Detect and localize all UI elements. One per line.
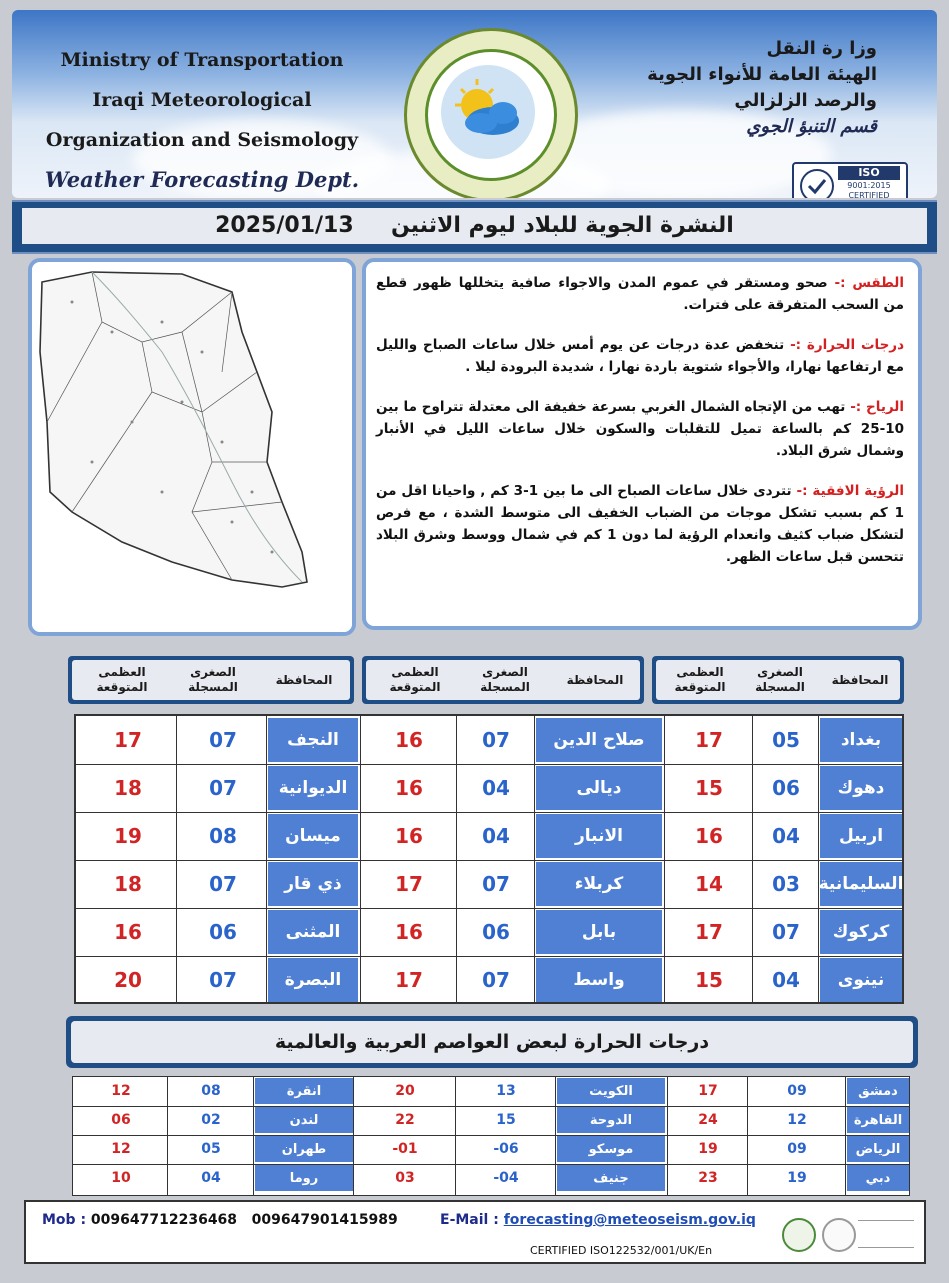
- capital-max-temp-cell: 23: [698, 1170, 718, 1186]
- province-name-cell: نينوى: [820, 958, 902, 1002]
- organization-en-1: Iraqi Meteorological: [92, 89, 312, 111]
- max-temp-cell: 16: [395, 776, 423, 800]
- department-ar: قسم التنبؤ الجوي: [746, 116, 877, 137]
- organization-ar-1: الهيئة العامة للأنواء الجوية: [647, 64, 877, 85]
- col-min: الصغرى المسجلة: [755, 665, 805, 694]
- table-gridline: [555, 1077, 556, 1195]
- column-header-group: [652, 656, 904, 704]
- temperature-text: تنخفض عدة درجات عن يوم أمس خلال ساعات الصباح والليل مع ارتفاعها نهارا، والأجواء شتوية باردة نهارا ، شديدة البرودة ليلا .: [376, 337, 904, 375]
- min-temp-cell: 06: [482, 920, 510, 944]
- province-temperature-table: [74, 714, 904, 1004]
- email-label: E-Mail :: [440, 1212, 499, 1228]
- min-temp-cell: 08: [209, 824, 237, 848]
- min-temp-cell: 07: [209, 728, 237, 752]
- wind-label: الرياح :-: [850, 399, 904, 415]
- province-name-cell: الديوانية: [268, 766, 358, 810]
- max-temp-cell: 19: [114, 824, 142, 848]
- temperature-paragraph: [376, 334, 904, 378]
- col-max: العظمى المتوقعة: [674, 665, 726, 694]
- capital-min-temp-cell: 19: [787, 1170, 807, 1186]
- province-name-cell: دهوك: [820, 766, 902, 810]
- capital-max-temp-cell: -01: [392, 1141, 418, 1157]
- capital-name-cell: دبي: [847, 1165, 909, 1191]
- header-banner: [12, 10, 937, 198]
- col-province: المحافظة: [566, 672, 624, 687]
- col-max: العظمى المتوقعة: [96, 665, 148, 694]
- table-gridline: [76, 956, 902, 957]
- max-temp-cell: 16: [395, 728, 423, 752]
- capital-name-cell: القاهرة: [847, 1107, 909, 1133]
- min-temp-cell: 07: [209, 776, 237, 800]
- mobile-numbers: 009647712236468 009647901415989: [90, 1212, 398, 1228]
- table-gridline: [253, 1077, 254, 1195]
- wind-text: تهب من الإتجاه الشمال الغربي بسرعة خفيفة الى معتدلة تتراوح ما بين 10-25 كم بالساعة تميل للتقلبات والسكون خلال ساعات الليل في الأنبار وشمال شرق البلاد.: [376, 399, 904, 459]
- organization-logo: [404, 28, 578, 198]
- min-temp-cell: 04: [772, 824, 800, 848]
- ministry-en: Ministry of Transportation: [60, 49, 344, 71]
- min-temp-cell: 07: [482, 968, 510, 992]
- min-temp-cell: 04: [482, 776, 510, 800]
- capital-max-temp-cell: 19: [698, 1141, 718, 1157]
- visibility-text: تتردى خلال ساعات الصباح الى ما بين 1-3 كم , واحيانا اقل من 1 كم بسبب تشكل موجات من الضباب الخفيف الى متوسط الشدة ، مع فرص لتشكل ضباب كثيف وانعدام الرؤية لما دون 1 كم في شمال ووسط وشرق البلاد تتحسن قبل ساعات الظهر.: [376, 483, 905, 565]
- max-temp-cell: 17: [395, 968, 423, 992]
- email-link[interactable]: forecasting@meteoseism.gov.iq: [503, 1212, 756, 1228]
- capital-min-temp-cell: 02: [201, 1112, 221, 1128]
- capital-min-temp-cell: 09: [787, 1083, 807, 1099]
- capital-name-cell: موسكو: [557, 1136, 665, 1162]
- max-temp-cell: 18: [114, 776, 142, 800]
- iraq-map-drawing: [32, 262, 352, 632]
- province-name-cell: النجف: [268, 718, 358, 762]
- certification-logo: [858, 1220, 914, 1248]
- table-gridline: [456, 716, 457, 1002]
- min-temp-cell: 07: [482, 728, 510, 752]
- max-temp-cell: 16: [395, 824, 423, 848]
- province-name-cell: بغداد: [820, 718, 902, 762]
- capital-max-temp-cell: 06: [111, 1112, 131, 1128]
- table-gridline: [266, 716, 267, 1002]
- table-gridline: [818, 716, 819, 1002]
- max-temp-cell: 17: [695, 728, 723, 752]
- capitals-temperature-table: [72, 1076, 910, 1196]
- province-name-cell: ديالى: [536, 766, 662, 810]
- capital-max-temp-cell: 10: [111, 1170, 131, 1186]
- seal-icon: [782, 1218, 816, 1252]
- capital-min-temp-cell: 15: [496, 1112, 516, 1128]
- capital-max-temp-cell: 03: [395, 1170, 415, 1186]
- capital-name-cell: جنيف: [557, 1165, 665, 1191]
- mobile-label: Mob :: [42, 1212, 87, 1228]
- bulletin-title-bar: [12, 200, 937, 254]
- max-temp-cell: 17: [695, 920, 723, 944]
- table-gridline: [76, 908, 902, 909]
- capital-min-temp-cell: 05: [201, 1141, 221, 1157]
- table-gridline: [360, 716, 361, 1002]
- column-header-group: [68, 656, 354, 704]
- table-gridline: [176, 716, 177, 1002]
- capital-name-cell: لندن: [255, 1107, 353, 1133]
- min-temp-cell: 07: [209, 872, 237, 896]
- capital-min-temp-cell: 08: [201, 1083, 221, 1099]
- department-en: Weather Forecasting Dept.: [44, 167, 360, 192]
- iraq-map: [28, 258, 356, 636]
- forecast-text-box: [362, 258, 922, 630]
- capital-name-cell: روما: [255, 1165, 353, 1191]
- col-province: المحافظة: [831, 672, 889, 687]
- header-arabic: [577, 36, 877, 140]
- table-gridline: [73, 1164, 909, 1165]
- organization-en-2: Organization and Seismology: [45, 129, 359, 151]
- province-name-cell: صلاح الدين: [536, 718, 662, 762]
- mobile-contact: [42, 1212, 398, 1228]
- table-gridline: [353, 1077, 354, 1195]
- max-temp-cell: 14: [695, 872, 723, 896]
- col-province: المحافظة: [275, 672, 333, 687]
- table-gridline: [76, 764, 902, 765]
- footer: [24, 1200, 926, 1264]
- capital-max-temp-cell: 17: [698, 1083, 718, 1099]
- col-min: الصغرى المسجلة: [480, 665, 530, 694]
- province-name-cell: بابل: [536, 910, 662, 954]
- table-gridline: [455, 1077, 456, 1195]
- column-header-group: [362, 656, 644, 704]
- visibility-paragraph: [376, 480, 904, 568]
- capitals-header: [66, 1016, 918, 1068]
- max-temp-cell: 15: [695, 968, 723, 992]
- weather-text: صحو ومستقر في عموم المدن والاجواء صافية يتخللها ظهور قطع من السحب المتفرقة على فترات.: [376, 275, 904, 313]
- max-temp-cell: 16: [395, 920, 423, 944]
- iso-certified: CERTIFIED: [848, 191, 890, 198]
- iso-badge: [792, 162, 908, 198]
- temperature-label: درجات الحرارة :-: [790, 337, 905, 353]
- province-name-cell: اربيل: [820, 814, 902, 858]
- province-name-cell: المثنى: [268, 910, 358, 954]
- table-gridline: [667, 1077, 668, 1195]
- max-temp-cell: 17: [395, 872, 423, 896]
- capital-min-temp-cell: 12: [787, 1112, 807, 1128]
- max-temp-cell: 16: [114, 920, 142, 944]
- table-gridline: [752, 716, 753, 1002]
- min-temp-cell: 07: [772, 920, 800, 944]
- bulletin-title: النشرة الجوية للبلاد ليوم الاثنين: [391, 213, 734, 238]
- table-gridline: [73, 1106, 909, 1107]
- weather-label: الطقس :-: [834, 275, 904, 291]
- seal-icon: [822, 1218, 856, 1252]
- certification-text: CERTIFIED ISO122532/001/UK/En: [530, 1244, 713, 1257]
- col-min: الصغرى المسجلة: [188, 665, 238, 694]
- col-max: العظمى المتوقعة: [389, 665, 441, 694]
- min-temp-cell: 06: [209, 920, 237, 944]
- capital-max-temp-cell: 24: [698, 1112, 718, 1128]
- min-temp-cell: 03: [772, 872, 800, 896]
- province-name-cell: الانبار: [536, 814, 662, 858]
- table-gridline: [167, 1077, 168, 1195]
- organization-ar-2: والرصد الزلزالي: [734, 90, 877, 111]
- capital-min-temp-cell: 13: [496, 1083, 516, 1099]
- province-name-cell: البصرة: [268, 958, 358, 1002]
- capital-name-cell: طهران: [255, 1136, 353, 1162]
- table-gridline: [534, 716, 535, 1002]
- table-gridline: [664, 716, 665, 1002]
- min-temp-cell: 05: [772, 728, 800, 752]
- min-temp-cell: 07: [209, 968, 237, 992]
- capital-name-cell: دمشق: [847, 1078, 909, 1104]
- capital-name-cell: الرياض: [847, 1136, 909, 1162]
- capital-name-cell: انقرة: [255, 1078, 353, 1104]
- table-gridline: [845, 1077, 846, 1195]
- max-temp-cell: 16: [695, 824, 723, 848]
- province-name-cell: السليمانية: [820, 862, 902, 906]
- max-temp-cell: 20: [114, 968, 142, 992]
- capital-name-cell: الكويت: [557, 1078, 665, 1104]
- weather-paragraph: [376, 272, 904, 316]
- ministry-ar: وزا رة النقل: [766, 38, 877, 59]
- email-contact: [440, 1212, 756, 1228]
- table-gridline: [76, 860, 902, 861]
- min-temp-cell: 06: [772, 776, 800, 800]
- capital-min-temp-cell: 09: [787, 1141, 807, 1157]
- max-temp-cell: 15: [695, 776, 723, 800]
- capital-max-temp-cell: 22: [395, 1112, 415, 1128]
- capitals-title: درجات الحرارة لبعض العواصم العربية والعالمية: [71, 1021, 913, 1063]
- capital-max-temp-cell: 20: [395, 1083, 415, 1099]
- max-temp-cell: 18: [114, 872, 142, 896]
- capital-min-temp-cell: -04: [493, 1170, 519, 1186]
- province-name-cell: واسط: [536, 958, 662, 1002]
- min-temp-cell: 04: [482, 824, 510, 848]
- province-name-cell: ذي قار: [268, 862, 358, 906]
- province-name-cell: كركوك: [820, 910, 902, 954]
- min-temp-cell: 07: [482, 872, 510, 896]
- bulletin-date: 2025/01/13: [215, 213, 354, 238]
- sun-cloud-icon: [441, 65, 535, 159]
- table-gridline: [747, 1077, 748, 1195]
- iso-label: ISO: [838, 166, 900, 180]
- capital-max-temp-cell: 12: [111, 1141, 131, 1157]
- check-icon: [800, 169, 834, 198]
- province-name-cell: كربلاء: [536, 862, 662, 906]
- capital-min-temp-cell: 04: [201, 1170, 221, 1186]
- province-name-cell: ميسان: [268, 814, 358, 858]
- max-temp-cell: 17: [114, 728, 142, 752]
- wind-paragraph: [376, 396, 904, 462]
- capital-max-temp-cell: 12: [111, 1083, 131, 1099]
- header-english: [32, 40, 372, 198]
- visibility-label: الرؤية الافقية :-: [796, 483, 904, 499]
- iso-number: 9001:2015: [847, 181, 891, 190]
- capital-min-temp-cell: -06: [493, 1141, 519, 1157]
- capital-name-cell: الدوحة: [557, 1107, 665, 1133]
- min-temp-cell: 04: [772, 968, 800, 992]
- table-gridline: [76, 812, 902, 813]
- table-gridline: [73, 1135, 909, 1136]
